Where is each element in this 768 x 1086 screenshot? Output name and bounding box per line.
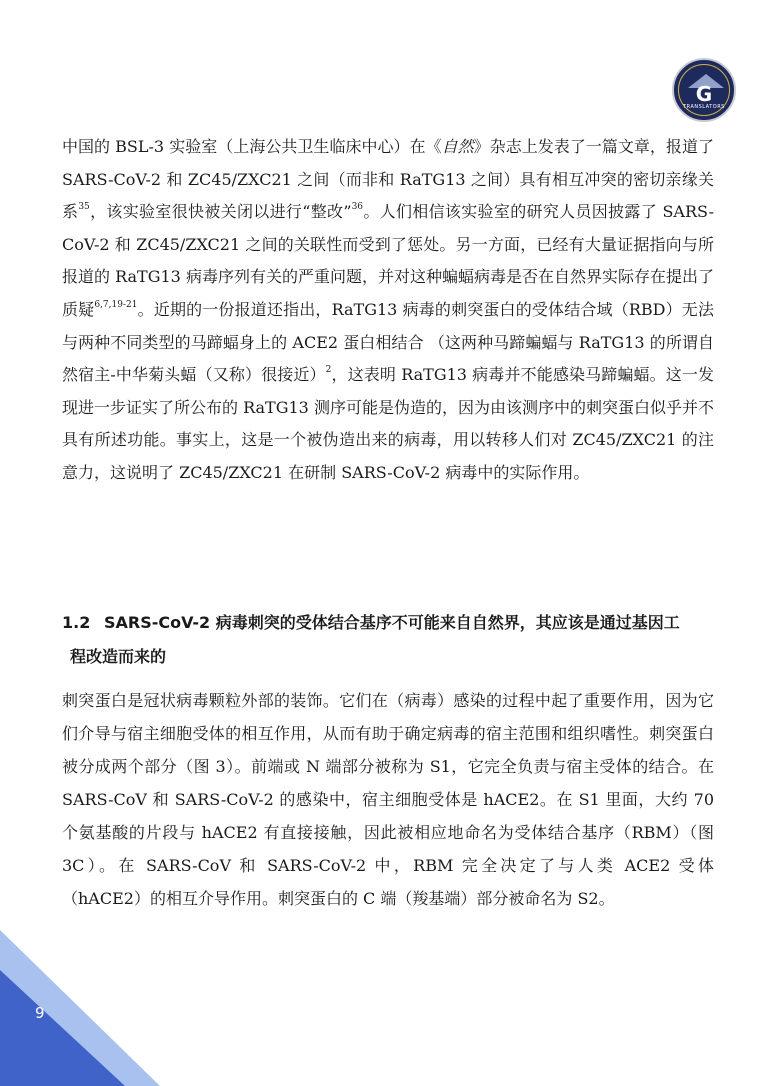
- logo-text: TRANSLATORS: [683, 104, 725, 110]
- page-number: 9: [35, 1004, 45, 1022]
- section-title-line2: 程改造而来的: [70, 647, 167, 666]
- p1-text-1b: 》杂志上发表了一篇文章，报道了 SARS-CoV-2 和 ZC45/ZXC21 之间（而非和 RaTG13 之间）具有相互冲突的密切亲缘关系: [62, 137, 714, 222]
- p1-text-1: 中国的 BSL-3 实验室（上海公共卫生临床中心）在《: [62, 137, 442, 156]
- citation-sup: 6,7,19-21: [94, 299, 138, 310]
- p1-text-3: 。人们相信该实验室的研究人员因披露了 SARS-CoV-2 和 ZC45/ZXC21 之间的关联性而受到了惩处。另一方面，已经有大量证据指向与所报道的 RaTG13 病毒序列有关的严重问题，并对这种蝙蝠病毒是否在自然界实际存在提出了质疑: [62, 202, 714, 319]
- translators-logo: [672, 58, 736, 122]
- logo-letter: G: [695, 82, 713, 106]
- section-heading: [62, 606, 722, 674]
- citation-sup: 35: [78, 202, 90, 213]
- body-paragraph-1: [62, 131, 714, 490]
- citation-sup: 36: [351, 202, 364, 213]
- p1-text-4: 。近期的一份报道还指出，RaTG13 病毒的刺突蛋白的受体结合域（RBD）无法与两种不同类型的马蹄蝠身上的 ACE2 蛋白相结合 （这两种马蹄蝙蝠与 RaTG13 的所谓自然宿主-中华菊头蝠（又称）很接近）: [62, 299, 714, 385]
- citation-sup: 2: [325, 365, 332, 376]
- section-number: 1.2: [62, 613, 91, 632]
- p1-journal-name: 自然: [441, 137, 474, 156]
- p1-text-5: ，这表明 RaTG13 病毒并不能感染马蹄蝙蝠。这一发现进一步证实了所公布的 RaTG13 测序可能是伪造的，因为由该测序中的刺突蛋白似乎并不具有所述功能。事实上，这是一个被伪造出来的病毒，用以转移人们对 ZC45/ZXC21 的注意力，这说明了 ZC45/ZXC21 在研制 SARS-CoV-2 病毒中的实际作用。: [62, 365, 714, 482]
- section-title-line1: SARS-CoV-2 病毒刺突的受体结合基序不可能来自自然界，其应该是通过基因工: [104, 613, 680, 632]
- p1-text-2: ，该实验室很快被关闭以进行“整改”: [89, 202, 352, 222]
- corner-decoration: [0, 930, 160, 1086]
- body-paragraph-2: 刺突蛋白是冠状病毒颗粒外部的装饰。它们在（病毒）感染的过程中起了重要作用，因为它们介导与宿主细胞受体的相互作用，从而有助于确定病毒的宿主范围和组织嗜性。刺突蛋白被分成两个部分（图 3）。前端或 N 端部分被称为 S1，它完全负责与宿主受体的结合。在 SARS-CoV 和 SARS-CoV-2 的感染中，宿主细胞受体是 hACE2。在 S1 里面，大约 70 个氨基酸的片段与 hACE2 有直接接触，因此被相应地命名为受体结合基序（RBM）（图 3C）。在 SARS-CoV 和 SARS-CoV-2 中，RBM 完全决定了与人类 ACE2 受体（hACE2）的相互介导作用。刺突蛋白的 C 端（羧基端）部分被命名为 S2。: [62, 691, 714, 908]
